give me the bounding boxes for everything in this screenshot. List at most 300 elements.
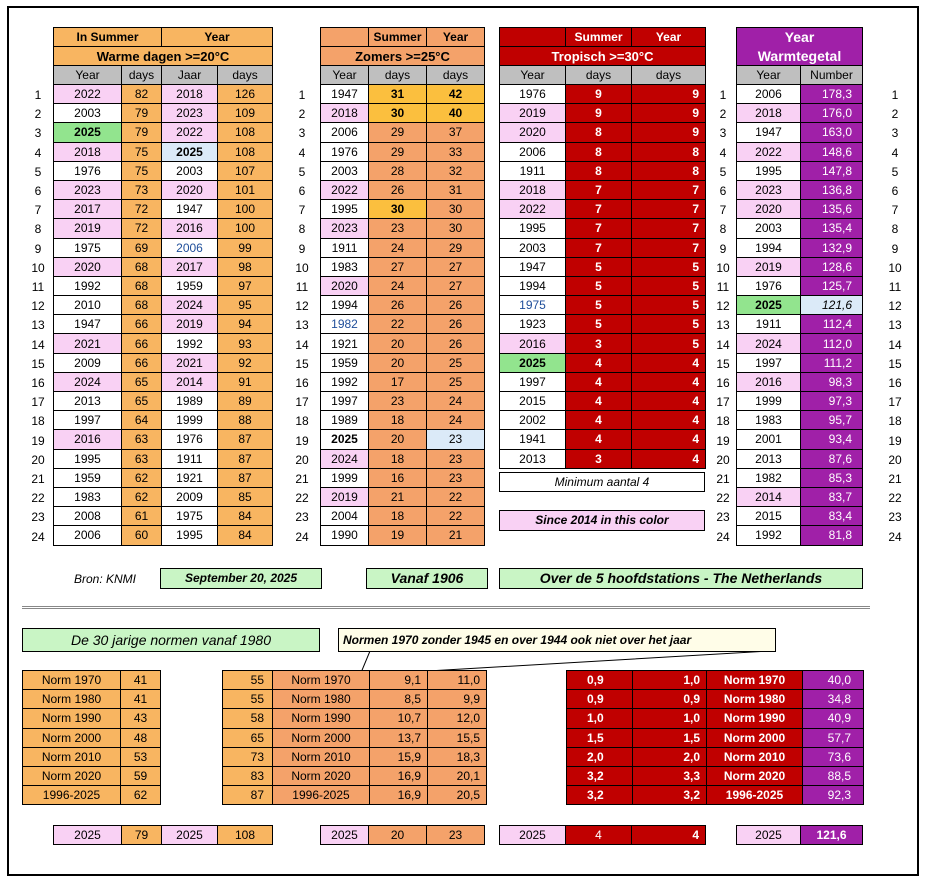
norm-value: 12,0 bbox=[428, 709, 487, 728]
days-cell: 92 bbox=[218, 353, 273, 372]
norm-value: 11,0 bbox=[428, 671, 487, 690]
table-row bbox=[737, 200, 863, 219]
rank-number: 14 bbox=[716, 337, 730, 352]
days-cell: 97 bbox=[218, 276, 273, 295]
table-row bbox=[737, 276, 863, 295]
year-cell: 2017 bbox=[54, 200, 122, 219]
days-cell: 109 bbox=[218, 104, 273, 123]
number-cell: 97,3 bbox=[801, 392, 863, 411]
table-row bbox=[54, 161, 273, 180]
norms-note: Normen 1970 zonder 1945 en over 1944 ook niet over het jaar bbox=[338, 628, 776, 652]
table-row bbox=[737, 85, 863, 104]
norm-label: Norm 1990 bbox=[273, 709, 370, 728]
col-days: days bbox=[632, 66, 706, 85]
table-row bbox=[321, 372, 485, 391]
year-cell: 1976 bbox=[500, 85, 566, 104]
days-cell: 69 bbox=[122, 238, 162, 257]
table-row bbox=[321, 200, 485, 219]
current-warmte-row bbox=[736, 825, 863, 845]
year-cell: 1947 bbox=[54, 315, 122, 334]
table-row bbox=[737, 219, 863, 238]
table-row bbox=[54, 487, 273, 506]
year-cell: 2021 bbox=[54, 334, 122, 353]
rank-number: 22 bbox=[295, 491, 309, 506]
year-cell: 2002 bbox=[500, 411, 566, 430]
days-cell: 29 bbox=[369, 142, 427, 161]
table-row bbox=[54, 180, 273, 199]
rank-number: 4 bbox=[891, 145, 899, 160]
days-cell: 9 bbox=[566, 85, 632, 104]
year-cell: 2019 bbox=[500, 104, 566, 123]
days-cell: 62 bbox=[122, 468, 162, 487]
days-cell: 8 bbox=[566, 161, 632, 180]
year-cell: 1911 bbox=[500, 161, 566, 180]
table-row bbox=[737, 238, 863, 257]
rank-number: 24 bbox=[295, 529, 309, 544]
days-cell: 4 bbox=[566, 392, 632, 411]
rank-number: 6 bbox=[298, 184, 306, 198]
norm-label: Norm 1980 bbox=[273, 690, 370, 709]
norm-value: 0,9 bbox=[567, 671, 633, 690]
year-cell: 2006 bbox=[54, 526, 122, 545]
rank-number: 13 bbox=[888, 318, 902, 333]
year-cell: 1995 bbox=[321, 200, 369, 219]
year-cell: 1983 bbox=[737, 411, 801, 430]
year-cell: 1990 bbox=[321, 526, 369, 545]
days-cell: 25 bbox=[427, 353, 485, 372]
norm-value: 16,9 bbox=[370, 786, 428, 805]
rank-number: 1 bbox=[891, 88, 899, 102]
rank-number: 5 bbox=[34, 164, 42, 179]
days-cell: 4 bbox=[632, 430, 706, 449]
table-row bbox=[737, 468, 863, 487]
number-cell: 176,0 bbox=[801, 104, 863, 123]
days-cell: 72 bbox=[122, 200, 162, 219]
header-in-summer: In Summer bbox=[54, 28, 162, 47]
days-cell: 26 bbox=[369, 180, 427, 199]
year-cell: 2009 bbox=[162, 487, 218, 506]
norm-label: Norm 1970 bbox=[23, 671, 121, 690]
norm-value: 59 bbox=[121, 766, 161, 785]
rank-number: 2 bbox=[298, 107, 306, 122]
days-cell: 9 bbox=[632, 123, 706, 142]
days-cell: 8 bbox=[566, 142, 632, 161]
days-cell: 4 bbox=[566, 411, 632, 430]
year-cell: 1997 bbox=[737, 353, 801, 372]
days-cell: 8 bbox=[566, 123, 632, 142]
rank-number: 9 bbox=[34, 241, 42, 256]
current-days: 108 bbox=[218, 826, 273, 845]
table-row bbox=[321, 296, 485, 315]
days-cell: 66 bbox=[122, 315, 162, 334]
table-row bbox=[223, 747, 487, 766]
year-cell: 2019 bbox=[162, 315, 218, 334]
days-cell: 24 bbox=[427, 392, 485, 411]
norm-label: Norm 2010 bbox=[707, 747, 803, 766]
year-cell: 2016 bbox=[500, 334, 566, 353]
table-row bbox=[54, 142, 273, 161]
norm-value: 10,7 bbox=[370, 709, 428, 728]
days-cell: 30 bbox=[427, 219, 485, 238]
table-row bbox=[223, 728, 487, 747]
norm-label: 1996-2025 bbox=[707, 786, 803, 805]
table-row bbox=[321, 219, 485, 238]
year-cell: 1982 bbox=[737, 468, 801, 487]
stations-label: Over de 5 hoofdstations - The Netherlands bbox=[499, 568, 863, 589]
year-cell: 1983 bbox=[54, 487, 122, 506]
days-cell: 4 bbox=[566, 353, 632, 372]
year-cell: 1921 bbox=[321, 334, 369, 353]
rank-number: 16 bbox=[295, 376, 309, 390]
year-cell: 1995 bbox=[162, 526, 218, 545]
table-row bbox=[500, 219, 706, 238]
days-cell: 5 bbox=[632, 296, 706, 315]
days-cell: 24 bbox=[369, 238, 427, 257]
rank-number: 13 bbox=[31, 318, 45, 333]
year-cell: 2001 bbox=[737, 430, 801, 449]
year-cell: 1999 bbox=[162, 411, 218, 430]
table-row bbox=[54, 334, 273, 353]
days-cell: 7 bbox=[632, 238, 706, 257]
rank-number: 9 bbox=[298, 241, 306, 256]
days-cell: 30 bbox=[369, 104, 427, 123]
table-row bbox=[567, 728, 864, 747]
norm-value: 8,5 bbox=[370, 690, 428, 709]
days-cell: 40 bbox=[427, 104, 485, 123]
days-cell: 25 bbox=[427, 372, 485, 391]
table-row bbox=[500, 276, 706, 295]
table-row bbox=[737, 315, 863, 334]
table-row bbox=[737, 296, 863, 315]
rank-number: 1 bbox=[34, 88, 42, 102]
year-cell: 2010 bbox=[54, 296, 122, 315]
rank-number: 13 bbox=[295, 318, 309, 333]
number-cell: 136,8 bbox=[801, 180, 863, 199]
col-days: days bbox=[218, 66, 273, 85]
days-cell: 60 bbox=[122, 526, 162, 545]
norm-value: 53 bbox=[121, 747, 161, 766]
table-row bbox=[54, 507, 273, 526]
header-warmtegetal: Warmtegetal bbox=[737, 47, 863, 66]
days-cell: 100 bbox=[218, 219, 273, 238]
year-cell: 2022 bbox=[500, 200, 566, 219]
rank-number: 19 bbox=[716, 433, 730, 448]
days-cell: 21 bbox=[427, 526, 485, 545]
rank-number: 18 bbox=[888, 414, 902, 429]
rank-number: 14 bbox=[888, 337, 902, 352]
year-cell: 1959 bbox=[54, 468, 122, 487]
table-row bbox=[23, 766, 161, 785]
days-cell: 87 bbox=[218, 430, 273, 449]
rank-number: 11 bbox=[31, 280, 45, 294]
days-cell: 65 bbox=[122, 372, 162, 391]
current-days: 4 bbox=[632, 826, 706, 845]
year-cell: 2025 bbox=[737, 296, 801, 315]
days-cell: 32 bbox=[427, 161, 485, 180]
days-cell: 20 bbox=[369, 430, 427, 449]
number-cell: 121,6 bbox=[801, 296, 863, 315]
table-row bbox=[321, 526, 485, 545]
year-cell: 1997 bbox=[321, 392, 369, 411]
norm-label: Norm 1990 bbox=[23, 709, 121, 728]
rank-number: 3 bbox=[891, 126, 899, 141]
rank-number: 7 bbox=[34, 203, 42, 218]
table-row bbox=[500, 430, 706, 449]
col-days: days bbox=[122, 66, 162, 85]
days-cell: 27 bbox=[369, 257, 427, 276]
norm-value: 1,0 bbox=[633, 709, 707, 728]
days-cell: 7 bbox=[566, 238, 632, 257]
year-cell: 1947 bbox=[500, 257, 566, 276]
table-row bbox=[567, 671, 864, 690]
days-cell: 5 bbox=[632, 334, 706, 353]
rank-number: 7 bbox=[298, 203, 306, 218]
rank-number: 20 bbox=[888, 452, 902, 467]
rank-number: 4 bbox=[719, 145, 727, 160]
rank-number: 8 bbox=[34, 222, 42, 237]
table-row bbox=[54, 449, 273, 468]
table-row bbox=[737, 430, 863, 449]
table-row bbox=[54, 526, 273, 545]
table-row bbox=[54, 238, 273, 257]
minimum-note: Minimum aantal 4 bbox=[499, 472, 705, 492]
year-cell: 2017 bbox=[162, 257, 218, 276]
year-cell: 2020 bbox=[500, 123, 566, 142]
rank-number: 23 bbox=[888, 510, 902, 525]
days-cell: 23 bbox=[427, 449, 485, 468]
norm-value: 40,9 bbox=[803, 709, 864, 728]
rank-number: 5 bbox=[719, 164, 727, 179]
days-cell: 4 bbox=[566, 372, 632, 391]
days-cell: 66 bbox=[122, 353, 162, 372]
rank-number: 1 bbox=[719, 88, 727, 102]
days-cell: 4 bbox=[632, 449, 706, 468]
rank-number: 17 bbox=[295, 395, 309, 410]
year-cell: 2023 bbox=[54, 180, 122, 199]
year-cell: 2018 bbox=[54, 142, 122, 161]
table-row bbox=[500, 449, 706, 468]
rank-number: 5 bbox=[298, 164, 306, 179]
norm-label: Norm 1990 bbox=[707, 709, 803, 728]
year-cell: 2023 bbox=[321, 219, 369, 238]
norm-value: 2,0 bbox=[567, 747, 633, 766]
days-cell: 68 bbox=[122, 257, 162, 276]
col-year: Year bbox=[54, 66, 122, 85]
rank-number: 19 bbox=[888, 433, 902, 448]
rank-number: 24 bbox=[716, 529, 730, 544]
year-cell: 1911 bbox=[162, 449, 218, 468]
days-cell: 4 bbox=[632, 372, 706, 391]
norms-title: De 30 jarige normen vanaf 1980 bbox=[22, 628, 320, 652]
rank-number: 18 bbox=[31, 414, 45, 429]
header-year: Year bbox=[632, 28, 706, 47]
header-warme-dagen: Warme dagen >=20°C bbox=[54, 47, 273, 66]
days-cell: 68 bbox=[122, 296, 162, 315]
days-cell: 29 bbox=[427, 238, 485, 257]
rank-number: 1 bbox=[298, 88, 306, 102]
rank-number: 23 bbox=[716, 510, 730, 525]
rank-number: 16 bbox=[716, 376, 730, 390]
rank-number: 21 bbox=[888, 472, 902, 486]
rank-number: 11 bbox=[295, 280, 309, 294]
year-cell: 2014 bbox=[737, 487, 801, 506]
days-cell: 23 bbox=[369, 392, 427, 411]
year-cell: 1923 bbox=[500, 315, 566, 334]
days-cell: 23 bbox=[369, 219, 427, 238]
days-cell: 27 bbox=[427, 257, 485, 276]
norm-label: Norm 2000 bbox=[273, 728, 370, 747]
norm-value: 41 bbox=[121, 671, 161, 690]
days-cell: 26 bbox=[427, 315, 485, 334]
days-cell: 88 bbox=[218, 411, 273, 430]
rank-number: 14 bbox=[31, 337, 45, 352]
norm-value: 18,3 bbox=[428, 747, 487, 766]
year-cell: 2014 bbox=[162, 372, 218, 391]
table-row bbox=[737, 353, 863, 372]
divider bbox=[22, 606, 870, 609]
header-year: Year bbox=[737, 28, 863, 47]
year-cell: 2020 bbox=[54, 257, 122, 276]
rank-number: 6 bbox=[719, 184, 727, 198]
warmtegetal-table bbox=[736, 27, 863, 546]
year-cell: 1959 bbox=[162, 276, 218, 295]
table-row bbox=[737, 123, 863, 142]
table-row bbox=[500, 123, 706, 142]
days-cell: 26 bbox=[427, 296, 485, 315]
days-cell: 28 bbox=[369, 161, 427, 180]
days-cell: 23 bbox=[427, 430, 485, 449]
days-cell: 75 bbox=[122, 161, 162, 180]
year-cell: 1959 bbox=[321, 353, 369, 372]
norm-value: 1,0 bbox=[633, 671, 707, 690]
rank-number: 22 bbox=[888, 491, 902, 506]
days-cell: 37 bbox=[427, 123, 485, 142]
norm-label: Norm 2020 bbox=[707, 766, 803, 785]
year-cell: 1982 bbox=[321, 315, 369, 334]
number-cell: 128,6 bbox=[801, 257, 863, 276]
norm-value: 3,2 bbox=[567, 766, 633, 785]
col-number: Number bbox=[801, 66, 863, 85]
year-cell: 1976 bbox=[162, 430, 218, 449]
year-cell: 2006 bbox=[737, 85, 801, 104]
days-cell: 4 bbox=[632, 411, 706, 430]
current-year: 2025 bbox=[54, 826, 122, 845]
year-cell: 2024 bbox=[54, 372, 122, 391]
number-cell: 111,2 bbox=[801, 353, 863, 372]
norm-value: 43 bbox=[121, 709, 161, 728]
days-cell: 7 bbox=[632, 180, 706, 199]
table-row bbox=[500, 161, 706, 180]
norm-value: 58 bbox=[223, 709, 273, 728]
table-row bbox=[737, 411, 863, 430]
norm-label: Norm 2000 bbox=[707, 728, 803, 747]
year-cell: 1999 bbox=[321, 468, 369, 487]
rank-number: 23 bbox=[31, 510, 45, 525]
year-cell: 2013 bbox=[737, 449, 801, 468]
table-row bbox=[321, 238, 485, 257]
norms-warm-table bbox=[22, 670, 161, 805]
year-cell: 2020 bbox=[321, 276, 369, 295]
col-days: days bbox=[566, 66, 632, 85]
days-cell: 107 bbox=[218, 161, 273, 180]
days-cell: 98 bbox=[218, 257, 273, 276]
year-cell: 1997 bbox=[54, 411, 122, 430]
col-year: Year bbox=[737, 66, 801, 85]
norm-value: 13,7 bbox=[370, 728, 428, 747]
rank-number: 24 bbox=[888, 529, 902, 544]
table-row bbox=[500, 315, 706, 334]
rank-number: 21 bbox=[716, 472, 730, 486]
days-cell: 63 bbox=[122, 430, 162, 449]
days-cell: 126 bbox=[218, 85, 273, 104]
number-cell: 178,3 bbox=[801, 85, 863, 104]
days-cell: 3 bbox=[566, 449, 632, 468]
col-year: Year bbox=[321, 66, 369, 85]
days-cell: 3 bbox=[566, 334, 632, 353]
days-cell: 5 bbox=[632, 257, 706, 276]
rank-number: 2 bbox=[719, 107, 727, 122]
year-cell: 2024 bbox=[162, 296, 218, 315]
table-row bbox=[500, 200, 706, 219]
table-row bbox=[321, 257, 485, 276]
rank-number: 16 bbox=[888, 376, 902, 390]
table-row bbox=[54, 315, 273, 334]
days-cell: 24 bbox=[427, 411, 485, 430]
rank-number: 5 bbox=[891, 164, 899, 179]
current-tropisch-row bbox=[499, 825, 706, 845]
table-row bbox=[737, 507, 863, 526]
table-row bbox=[321, 180, 485, 199]
vanaf-label: Vanaf 1906 bbox=[366, 568, 488, 589]
year-cell: 1976 bbox=[54, 161, 122, 180]
year-cell: 1976 bbox=[321, 142, 369, 161]
rank-number: 19 bbox=[295, 433, 309, 448]
year-cell: 2006 bbox=[321, 123, 369, 142]
year-cell: 2022 bbox=[162, 123, 218, 142]
days-cell: 82 bbox=[122, 85, 162, 104]
norm-value: 87 bbox=[223, 786, 273, 805]
days-cell: 4 bbox=[632, 353, 706, 372]
table-row bbox=[737, 180, 863, 199]
days-cell: 31 bbox=[369, 85, 427, 104]
table-row bbox=[54, 296, 273, 315]
days-cell: 68 bbox=[122, 276, 162, 295]
table-row bbox=[54, 430, 273, 449]
rank-number: 8 bbox=[719, 222, 727, 237]
days-cell: 79 bbox=[122, 123, 162, 142]
table-row bbox=[54, 353, 273, 372]
col-days: days bbox=[427, 66, 485, 85]
year-cell: 2003 bbox=[500, 238, 566, 257]
rank-number: 10 bbox=[716, 260, 730, 275]
norm-value: 9,9 bbox=[428, 690, 487, 709]
days-cell: 61 bbox=[122, 507, 162, 526]
rank-number: 3 bbox=[34, 126, 42, 141]
table-row bbox=[567, 747, 864, 766]
days-cell: 64 bbox=[122, 411, 162, 430]
days-cell: 9 bbox=[632, 85, 706, 104]
number-cell: 147,8 bbox=[801, 161, 863, 180]
table-row bbox=[321, 142, 485, 161]
days-cell: 75 bbox=[122, 142, 162, 161]
table-row bbox=[54, 200, 273, 219]
norm-value: 3,3 bbox=[633, 766, 707, 785]
days-cell: 63 bbox=[122, 449, 162, 468]
year-cell: 1911 bbox=[737, 315, 801, 334]
year-cell: 2015 bbox=[737, 507, 801, 526]
table-row bbox=[567, 786, 864, 805]
year-cell: 1976 bbox=[737, 276, 801, 295]
